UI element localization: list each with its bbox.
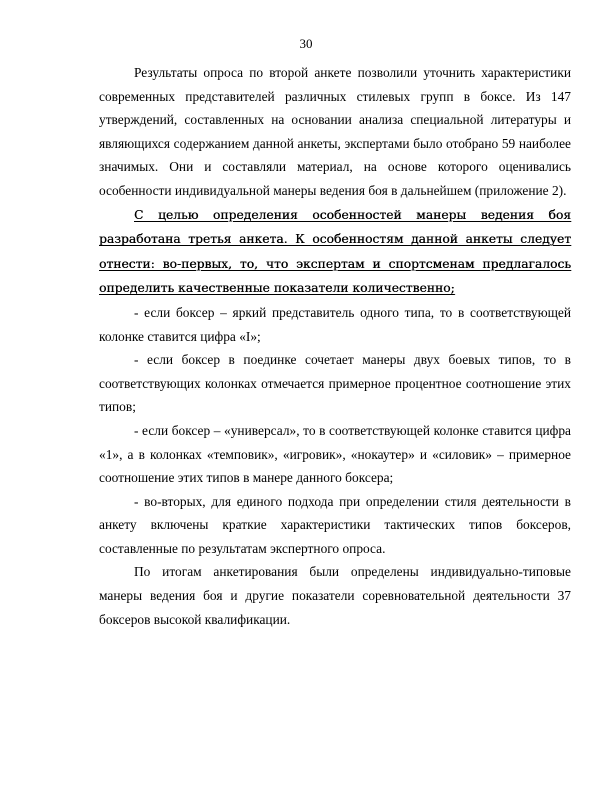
page-number: 30 bbox=[299, 36, 313, 51]
list-item-two-types: - если боксер в поединке сочетает манеры двух боевых типов, то в соответствующих колонках отмечается примерное процентное соотношение этих типов; bbox=[99, 352, 571, 415]
paragraph-survey-results: Результаты опроса по второй анкете позволили уточнить характеристики современных представителей различных стилевых групп в боксе. Из 147 утверждений, составленных на основании анализа специальной литературы и являющихся содержанием данной анкеты, экспертами было отобрано 59 наиболее значимых. Они и составляли материал, на основе которого оценивались особенности индивидуальной манеры ведения боя в дальнейшем (приложение 2). bbox=[99, 65, 571, 198]
underlined-text: С целью определения особенностей манеры ведения боя разработана третья анкета. К особенностям данной анкеты следует отнести: во-первых, то, что экспертам и спортсменам предлагалось определить качественные показатели количественно; bbox=[99, 207, 571, 296]
list-item-second-point: - во-вторых, для единого подхода при определении стиля деятельности в анкету включены краткие характеристики тактических типов боксеров, составленные по результатам экспертного опроса. bbox=[99, 493, 571, 556]
document-body bbox=[99, 61, 571, 631]
paragraph-conclusion: По итогам анкетирования были определены индивидуально-типовые манеры ведения боя и другие показатели соревновательной деятельности 37 боксеров высокой квалификации. bbox=[99, 564, 571, 627]
list-item-single-type: - если боксер – яркий представитель одного типа, то в соответствующей колонке ставится цифра «I»; bbox=[99, 304, 571, 344]
paragraph-third-questionnaire bbox=[99, 203, 571, 301]
list-item-universal: - если боксер – «универсал», то в соответствующей колонке ставится цифра «1», а в колонках «темповик», «игровик», «нокаутер» и «силовик» – примерное соотношение этих типов в манере данного боксера; bbox=[99, 422, 571, 486]
